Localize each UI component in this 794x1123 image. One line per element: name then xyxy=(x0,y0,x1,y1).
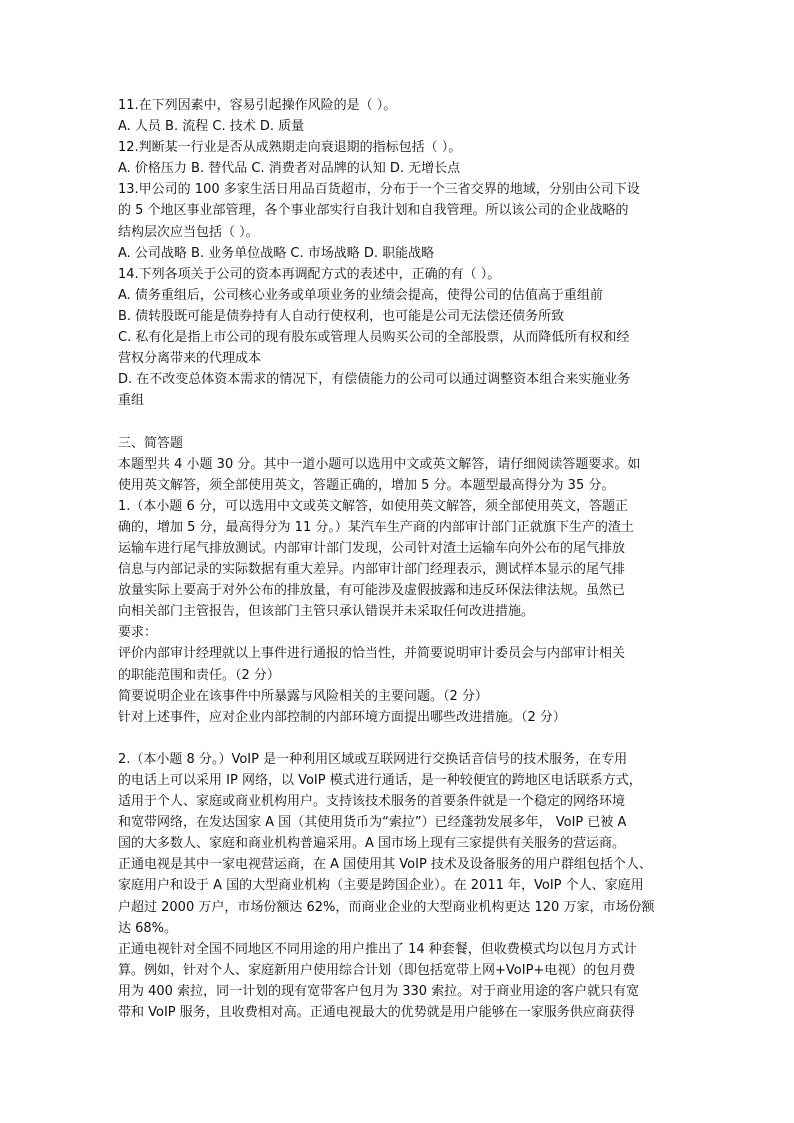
text-line: 带和 VoIP 服务，且收费相对高。正通电视最大的优势就是用户能够在一家服务供应商获得 xyxy=(118,1005,635,1021)
text-line: C. 私有化是指上市公司的现有股东或管理人员购买公司的全部股票，从而降低所有权和经 xyxy=(118,330,630,346)
text-line: 适用于个人、家庭或商业机构用户。支持该技术服务的首要条件就是一个稳定的网络环境 xyxy=(118,794,626,810)
text-line: 放量实际上要高于对外公布的排放量，有可能涉及虚假披露和违反环保法律法规。虽然已 xyxy=(118,583,626,599)
text-line: 13.甲公司的 100 多家生活日用品百货超市，分布于一个三省交界的地域，分别由公司下设 xyxy=(118,182,640,198)
text-line: A. 价格压力 B. 替代品 C. 消费者对品牌的认知 D. 无增长点 xyxy=(118,161,461,177)
text-line: 户超过 2000 万户，市场份额达 62%，而商业企业的大型商业机构更达 120 万家，市场份额 xyxy=(118,899,655,915)
text-line: 评价内部审计经理就以上事件进行通报的恰当性，并简要说明审计委员会与内部审计相关 xyxy=(118,646,626,662)
text-line: 正通电视是其中一家电视营运商，在 A 国使用其 VoIP 技术及设备服务的用户群组包括个人、 xyxy=(118,857,652,873)
text-line: 重组 xyxy=(118,393,145,409)
blank-line xyxy=(118,728,698,749)
text-line: 11.在下列因素中，容易引起操作风险的是（ ）。 xyxy=(118,98,397,113)
text-line: 算。例如，针对个人、家庭新用户使用综合计划（即包括宽带上网+VoIP+电视）的包月费 xyxy=(118,962,636,978)
text-line: A. 债务重组后，公司核心业务或单项业务的业绩会提高，使得公司的估值高于重组前 xyxy=(118,287,603,303)
text-line: 用为 400 索拉，同一计划的现有宽带客户包月为 330 索拉。对于商业用途的客户就只有宽 xyxy=(118,983,640,999)
text-line: 12.判断某一行业是否从成熟期走向衰退期的指标包括（ ）。 xyxy=(118,140,462,156)
blank-line xyxy=(118,411,698,432)
text-line: 结构层次应当包括（ ）。 xyxy=(118,224,259,240)
text-line: 和宽带网络，在发达国家 A 国（其使用货币为“索拉”）已经蓬勃发展多年， VoIP 已被 A xyxy=(118,815,627,831)
text-line: 针对上述事件，应对企业内部控制的内部环境方面提出哪些改进措施。（2 分） xyxy=(118,709,566,725)
text-line: 使用英文解答，须全部使用英文，答题正确的，增加 5 分。本题型最高得分为 35 分。 xyxy=(118,477,615,493)
text-line: 正通电视针对全国不同地区不同用途的用户推出了 14 种套餐，但收费模式均以包月方式计 xyxy=(118,941,637,957)
text-line: B. 债转股既可能是债券持有人自动行使权利，也可能是公司无法偿还债务所致 xyxy=(118,308,565,324)
text-line: A. 人员 B. 流程 C. 技术 D. 质量 xyxy=(118,119,305,135)
text-line: 的电话上可以采用 IP 网络，以 VoIP 模式进行通话，是一种较便宜的跨地区电话联系方式， xyxy=(118,773,642,788)
text-line: D. 在不改变总体资本需求的情况下，有偿债能力的公司可以通过调整资本组合来实施业务 xyxy=(118,372,631,388)
text-line: A. 公司战略 B. 业务单位战略 C. 市场战略 D. 职能战略 xyxy=(118,245,435,261)
text-line: 1.（本小题 6 分，可以选用中文或英文解答，如使用英文解答，须全部使用英文，答题正 xyxy=(118,498,628,514)
text-line: 信息与内部记录的实际数据有重大差异。内部审计部门经理表示，测试样本显示的尾气排 xyxy=(118,562,626,578)
text-line: 确的，增加 5 分，最高得分为 11 分。）某汽车生产商的内部审计部门正就旗下生产的渣土 xyxy=(118,519,634,535)
text-line: 向相关部门主管报告，但该部门主管只承认错误并未采取任何改进措施。 xyxy=(118,604,535,620)
text-line: 家庭用户和设于 A 国的大型商业机构（主要是跨国企业）。在 2011 年，VoIP 个人、家庭用 xyxy=(118,878,644,894)
text-line: 营权分离带来的代理成本 xyxy=(118,351,262,367)
text-line: 要求： xyxy=(118,625,158,641)
text-line: 三、简答题 xyxy=(118,435,184,451)
text-line: 运输车进行尾气排放测试。内部审计部门发现，公司针对渣土运输车向外公布的尾气排放 xyxy=(118,540,626,556)
text-line: 的职能范围和责任。（2 分） xyxy=(118,667,280,683)
text-line: 本题型共 4 小题 30 分。其中一道小题可以选用中文或英文解答，请仔细阅读答题要求。如 xyxy=(118,456,641,472)
text-line: 简要说明企业在该事件中所暴露与风险相关的主要问题。（2 分） xyxy=(118,688,488,704)
text-line: 2.（本小题 8 分。）VoIP 是一种利用区域或互联网进行交换话音信号的技术服务，在专用 xyxy=(118,751,628,767)
text-line: 的 5 个地区事业部管理，各个事业部实行自我计划和自我管理。所以该公司的企业战略的 xyxy=(118,203,629,219)
text-line: 国的大多数人、家庭和商业机构普遍采用。A 国市场上现有三家提供有关服务的营运商。 xyxy=(118,836,626,852)
text-line: 14.下列各项关于公司的资本再调配方式的表述中，正确的有（ ）。 xyxy=(118,266,501,282)
document-body xyxy=(118,95,698,1023)
text-line: 达 68%。 xyxy=(118,920,178,936)
